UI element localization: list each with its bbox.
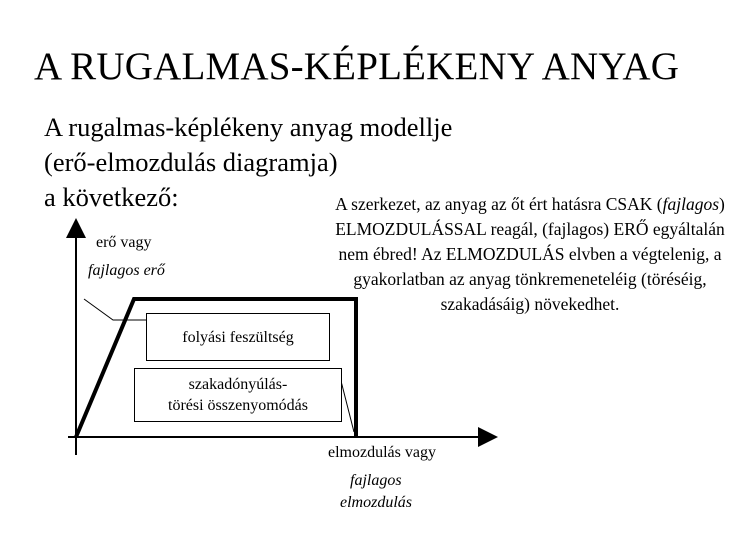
yield-callout-leader	[84, 299, 146, 320]
intro-line-3: a következő:	[44, 182, 179, 212]
rupture-callout-leader	[340, 377, 354, 432]
rupture-strain-label-2: törési összenyomódás	[168, 397, 308, 414]
yield-stress-callout	[146, 313, 330, 361]
rupture-strain-label-1: szakadónyúlás-	[188, 376, 288, 393]
x-axis-label: elmozdulás vagy	[328, 444, 436, 461]
explanation-italic: fajlagos	[662, 194, 720, 214]
explanation-part-1: A szerkezet, az anyag az őt ért hatásra CSAK (	[335, 194, 663, 214]
rupture-strain-callout	[134, 368, 342, 422]
yield-stress-label: folyási feszültség	[182, 328, 294, 346]
x-axis-label-italic-2: elmozdulás	[340, 494, 412, 511]
page-title: A RUGALMAS-KÉPLÉKENY ANYAG	[34, 45, 680, 88]
y-axis-label: erő vagy	[96, 234, 152, 251]
explanation-part-2: ) ELMOZDULÁSSAL reagál, (fajlagos) ERŐ egyáltalán nem ébred! Az ELMOZDULÁS elvben a végtelenig, a gyakorlatban az anyag tönkremeneteléig (töréséig, szakadásáig) növekedhet.	[335, 194, 725, 314]
intro-line-1: A rugalmas-képlékeny anyag modellje	[44, 112, 453, 142]
y-axis-label-italic: fajlagos erő	[88, 262, 165, 279]
x-axis-label-italic-1: fajlagos	[350, 472, 402, 489]
intro-line-2: (erő-elmozdulás diagramja)	[44, 147, 338, 177]
explanation-text	[330, 192, 730, 317]
